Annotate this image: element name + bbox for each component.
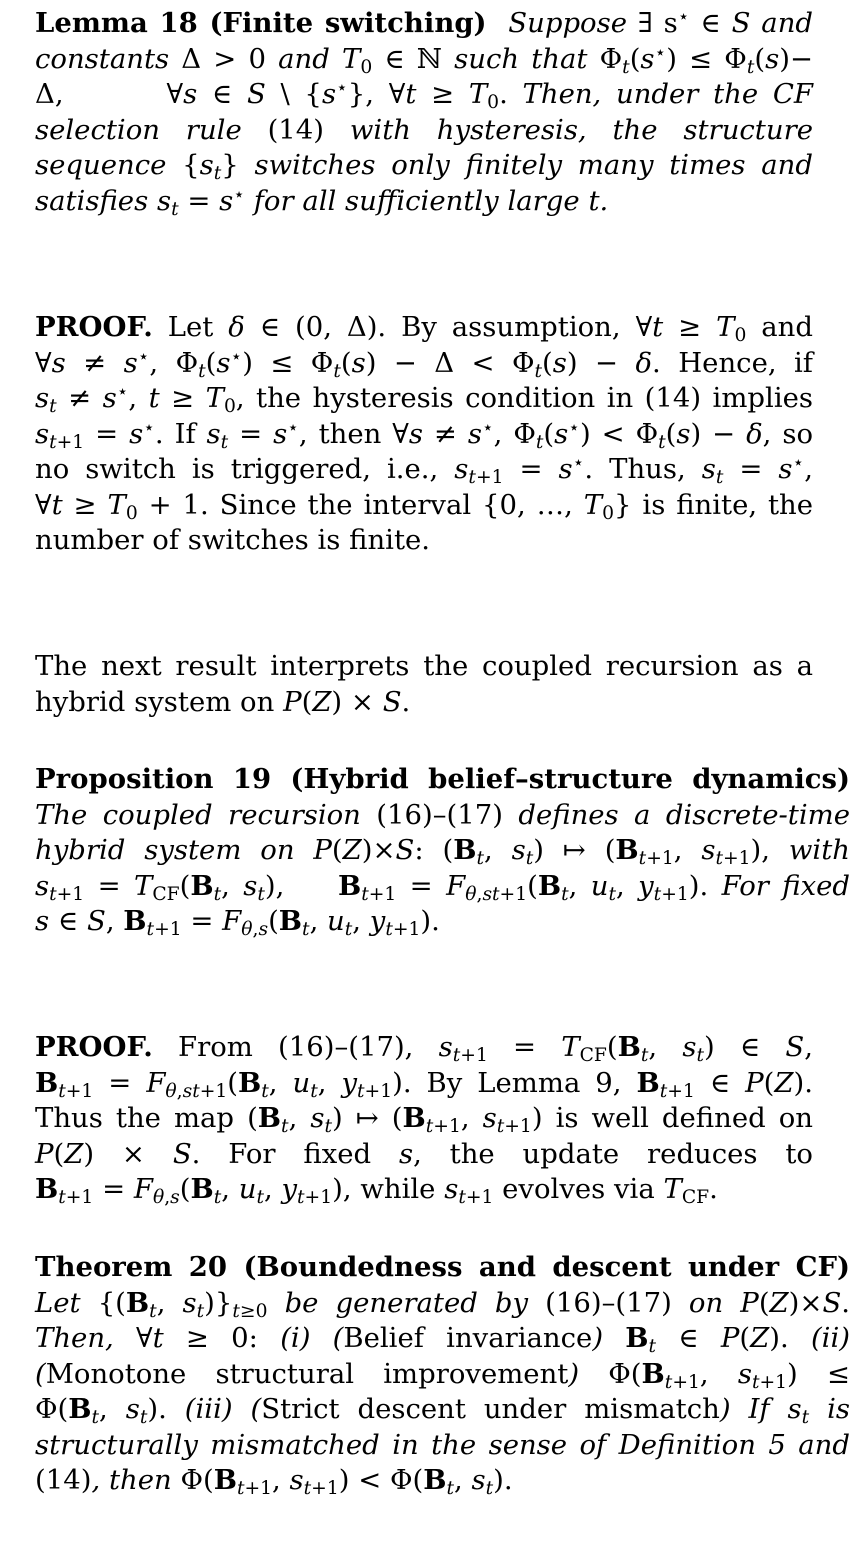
transition-paragraph: The next result interprets the coupled recursion as a hybrid system on P(Z) × S. [35, 650, 813, 718]
lemma-18: Lemma 18 (Finite switching) Suppose ∃ s⋆ ∈ S and constants Δ > 0 and $T_0$ ∈ ℕ such that $\Phi_t(s^⋆) \le \Phi_t(s)- \Delta$, ∀s ∈ S \ {s⋆}, ∀t ≥ $T_0$. Then, under the CF selection rule (14) with hysteresis, the structure sequence $\{s_t\}$ switches only finitely many times and satisfies $s_t = s^⋆$ for all sufficiently large t. [35, 6, 814, 220]
proposition-heading: Proposition 19 (Hybrid belief–structure dynamics) [35, 763, 850, 795]
proof-heading: PROOF. [35, 1031, 153, 1063]
proof-proposition-19: PROOF. From (16)–(17), $s_{t+1} = T_{CF}(B_t$, $s_t$) ∈ S, $B_{t+1} = F_{\theta,st+1}(B_t$, $u_t$, $y_{t+1}$). By Lemma 9, $B_{t+1}$ ∈ P(Z). Thus the map ($B_t$, $s_t$) ↦ ($B_{t+1}$, $s_{t+1}$) is well defined on P(Z) × S. For fixed s, the update reduces to $B_{t+1} = F_{\theta,s}(B_t$, $u_t$, $y_{t+1}$), while $s_{t+1}$ evolves via $T_{CF}$. [35, 1031, 814, 1209]
proposition-19: Proposition 19 (Hybrid belief–structure dynamics) The coupled recursion (16)–(17) defines a discrete-time hybrid system on P(Z)×S: ($B_t$, $s_t$) ↦ ($B_{t+1}$, $s_{t+1}$), with $s_{t+1} = T_{CF}(B_t$, $s_t$), $B_{t+1} = F_{\theta,st+1}(B_t$, $u_t$, $y_{t+1}$). For fixed s ∈ S, $B_{t+1} = F_{\theta,s}(B_t$, $u_t$, $y_{t+1}$). [35, 763, 851, 941]
theorem-20: Theorem 20 (Boundedness and descent under CF) Let {($B_t$, $s_t)\}_{t\ge 0}$ be generated by (16)–(17) on P(Z)×S. Then, ∀t ≥ 0: (i) (Belief invariance) $B_t$ ∈ P(Z). (ii) (Monotone structural improvement) $\Phi(B_{t+1}$, $s_{t+1}) \le \Phi(B_t$, $s_t$). (iii) (Strict descent under mismatch) If $s_t$ is structurally mismatched in the sense of Definition 5 and (14), then $\Phi(B_{t+1}$, $s_{t+1}) < \Phi(B_t$, $s_t$). [35, 1251, 851, 1500]
proof-heading: PROOF. [35, 311, 153, 343]
lemma-heading: Lemma 18 (Finite switching) [35, 7, 487, 39]
proof-lemma-18: PROOF. Let δ ∈ (0, Δ). By assumption, ∀t ≥ $T_0$ and ∀s ≠ s⋆, $\Phi_t(s^⋆) \le \Phi_t(s) - \Delta < \Phi_t(s) - \delta$. Hence, if $s_t \ne s^⋆$, $t \ge T_0$, the hysteresis condition in (14) implies $s_{t+1} = s^⋆$. If $s_t = s^⋆$, then ∀s ≠ s⋆, $\Phi_t(s^⋆) < \Phi_t(s) - \delta$, so no switch is triggered, i.e., $s_{t+1} = s^⋆$. Thus, $s_t = s^⋆$, ∀t ≥ $T_0 + 1$. Since the interval {0, …, $T_0$} is finite, the number of switches is finite. [35, 311, 814, 556]
theorem-heading: Theorem 20 (Boundedness and descent under CF) [35, 1251, 850, 1283]
